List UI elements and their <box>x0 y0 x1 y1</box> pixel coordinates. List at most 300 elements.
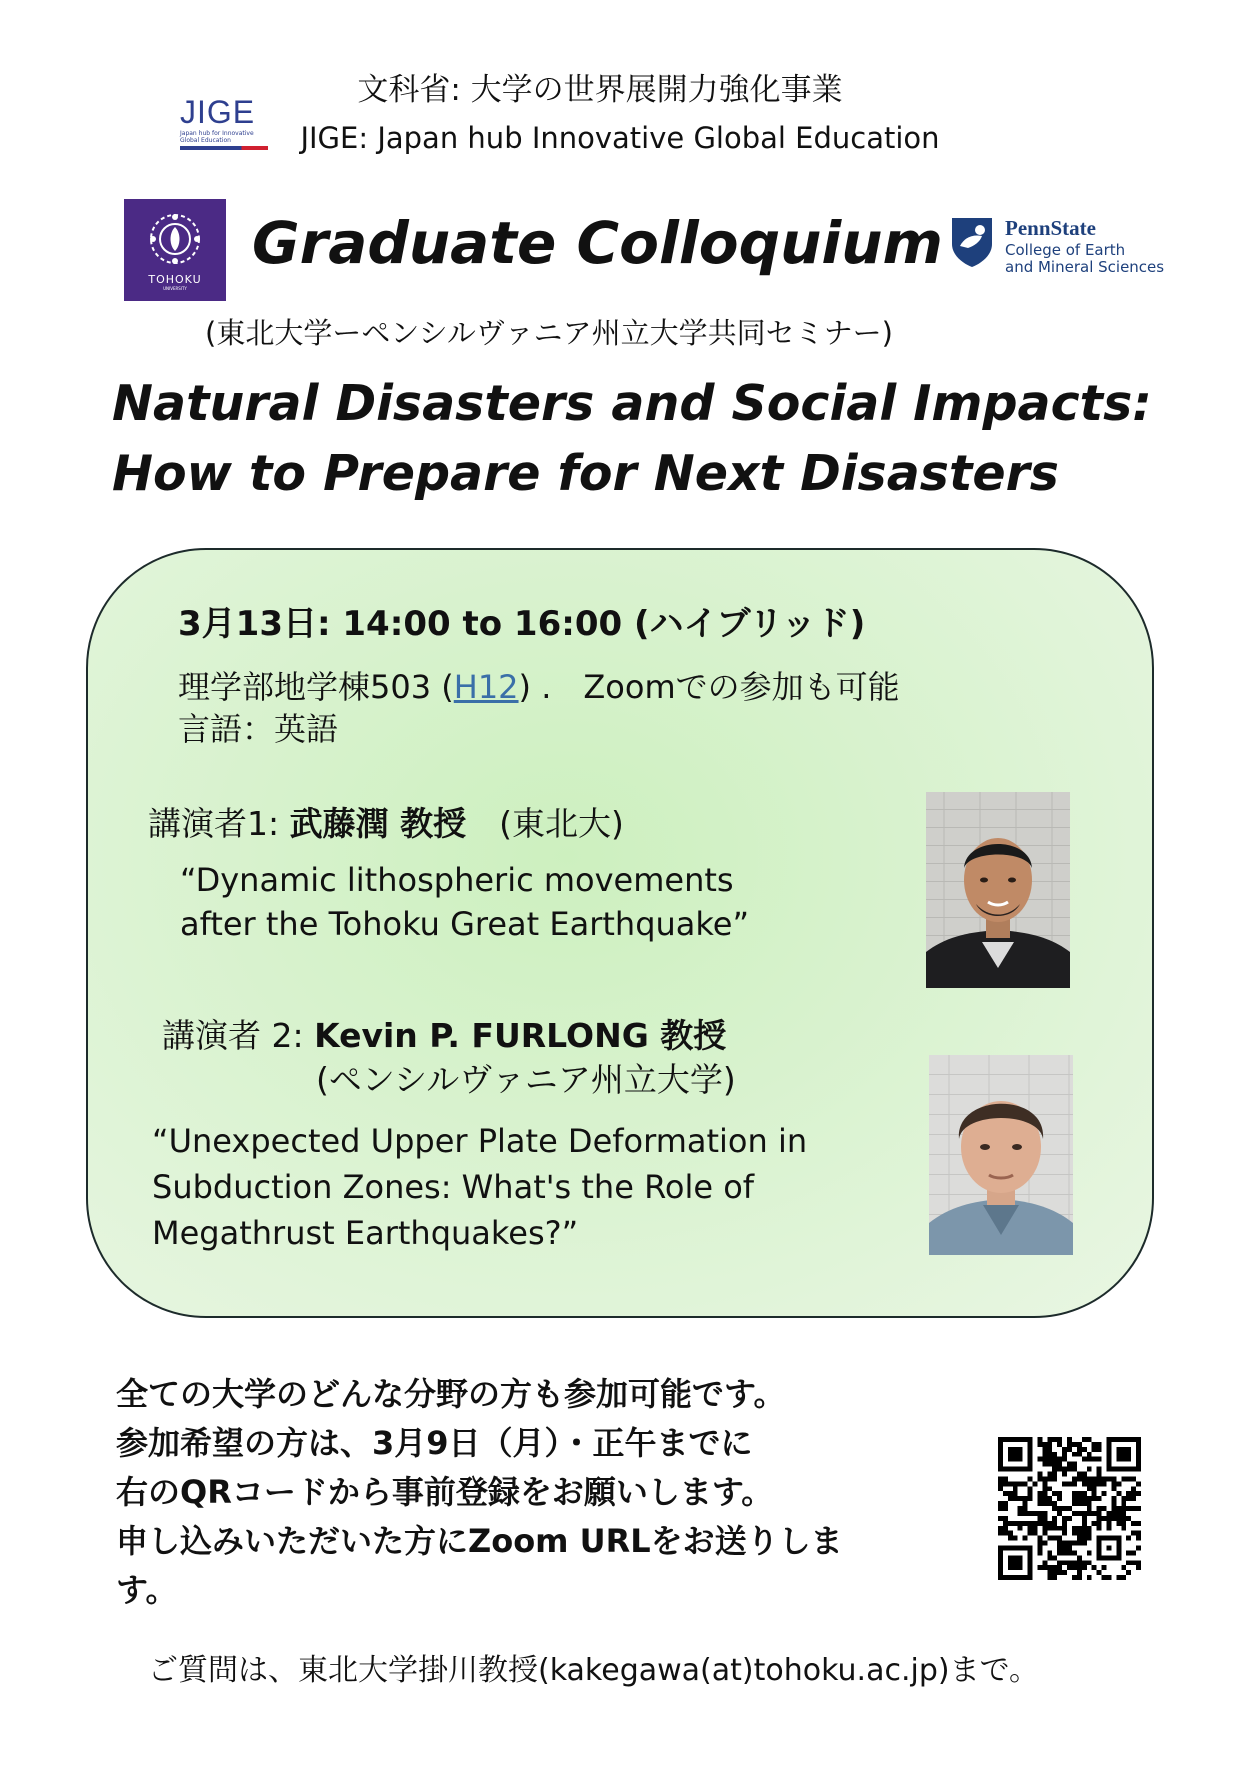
qr-module <box>1042 1447 1047 1452</box>
qr-module <box>1077 1555 1082 1560</box>
qr-module <box>1082 1481 1087 1486</box>
qr-module <box>1047 1442 1052 1447</box>
qr-module <box>1047 1536 1052 1541</box>
qr-module <box>1003 1526 1008 1531</box>
qr-module <box>1106 1521 1111 1526</box>
jige-logo-text: JIGE <box>180 94 256 130</box>
qr-module <box>1077 1491 1082 1496</box>
speaker1-photo <box>926 792 1070 988</box>
qr-module <box>1097 1526 1102 1531</box>
qr-module <box>1037 1511 1042 1516</box>
qr-module <box>1052 1457 1057 1462</box>
qr-module <box>1028 1476 1033 1481</box>
qr-module <box>1052 1506 1057 1511</box>
qr-module <box>1018 1506 1023 1511</box>
qr-module <box>1013 1496 1018 1501</box>
joint-seminar-subtitle: (東北大学ーペンシルヴァニア州立大学共同セミナー) <box>205 316 893 350</box>
jige-logo-subtext: Japan hub for Innovative Global Education <box>180 130 254 144</box>
qr-module <box>1023 1506 1028 1511</box>
qr-module <box>1102 1506 1107 1511</box>
qr-module <box>1003 1491 1008 1496</box>
qr-module <box>1062 1447 1067 1452</box>
qr-module <box>1037 1442 1042 1447</box>
qr-module <box>1131 1560 1136 1565</box>
qr-module <box>1042 1526 1047 1531</box>
qr-module <box>1047 1486 1052 1491</box>
qr-module <box>1121 1511 1126 1516</box>
speaker1-affiliation: (東北大) <box>466 804 624 843</box>
qr-module <box>1062 1550 1067 1555</box>
qr-module <box>1047 1472 1052 1477</box>
qr-module <box>1087 1467 1092 1472</box>
qr-module <box>1067 1442 1072 1447</box>
qr-module <box>1057 1496 1062 1501</box>
qr-module <box>1072 1541 1077 1546</box>
qr-module <box>1057 1541 1062 1546</box>
qr-module <box>1067 1550 1072 1555</box>
info-line-2: 参加希望の方は、3月9日（月）・正午までに <box>116 1424 753 1462</box>
qr-module <box>1047 1526 1052 1531</box>
qr-module <box>1047 1476 1052 1481</box>
jige-logo <box>180 96 272 156</box>
qr-module <box>1067 1437 1072 1442</box>
qr-module <box>1057 1467 1062 1472</box>
qr-module <box>1028 1526 1033 1531</box>
qr-module <box>1028 1531 1033 1536</box>
qr-module <box>1042 1541 1047 1546</box>
qr-module <box>1092 1481 1097 1486</box>
qr-module <box>1077 1541 1082 1546</box>
qr-module <box>1042 1531 1047 1536</box>
qr-module <box>1037 1437 1042 1442</box>
qr-module <box>1057 1526 1062 1531</box>
qr-module <box>1082 1491 1087 1496</box>
qr-module <box>1052 1565 1057 1570</box>
speaker2-affiliation: (ペンシルヴァニア州立大学) <box>316 1060 736 1099</box>
qr-module <box>1062 1452 1067 1457</box>
qr-module <box>1013 1521 1018 1526</box>
venue-suffix: ) . Zoomでの参加も可能 <box>518 668 900 706</box>
qr-module <box>1116 1481 1121 1486</box>
qr-module <box>1042 1560 1047 1565</box>
qr-module <box>998 1526 1003 1531</box>
qr-module <box>1003 1481 1008 1486</box>
speaker2-talk-line2: Subduction Zones: What's the Role of <box>152 1168 755 1206</box>
qr-module <box>1042 1491 1047 1496</box>
qr-module <box>1037 1472 1042 1477</box>
qr-module <box>1121 1501 1126 1506</box>
qr-module <box>1037 1521 1042 1526</box>
qr-module <box>1087 1452 1092 1457</box>
qr-module <box>1057 1491 1062 1496</box>
qr-module <box>1018 1481 1023 1486</box>
qr-module <box>1082 1472 1087 1477</box>
qr-module <box>1082 1501 1087 1506</box>
qr-module <box>1097 1481 1102 1486</box>
event-date: 3月13日: 14:00 to 16:00 (ハイブリッド) <box>178 604 866 644</box>
qr-module <box>1057 1560 1062 1565</box>
qr-module <box>1072 1575 1077 1580</box>
qr-module <box>1136 1560 1141 1565</box>
qr-module <box>1126 1491 1131 1496</box>
qr-module <box>1047 1457 1052 1462</box>
qr-module <box>1047 1550 1052 1555</box>
qr-module <box>998 1481 1003 1486</box>
qr-module <box>1057 1536 1062 1541</box>
qr-module <box>1052 1452 1057 1457</box>
qr-module <box>1102 1476 1107 1481</box>
qr-module <box>1111 1501 1116 1506</box>
jige-logo-bar <box>180 146 268 150</box>
qr-module <box>1062 1521 1067 1526</box>
qr-module <box>1008 1536 1013 1541</box>
speaker2-talk-line3: Megathrust Earthquakes?” <box>152 1214 579 1252</box>
qr-module <box>1136 1481 1141 1486</box>
qr-module <box>1003 1521 1008 1526</box>
qr-module <box>1106 1476 1111 1481</box>
qr-module <box>1092 1511 1097 1516</box>
qr-module <box>1087 1481 1092 1486</box>
pennstate-logo <box>950 214 1180 280</box>
qr-module <box>1067 1545 1072 1550</box>
qr-module <box>1052 1437 1057 1442</box>
qr-module <box>1082 1536 1087 1541</box>
qr-module <box>1062 1472 1067 1477</box>
qr-module <box>1102 1575 1107 1580</box>
qr-module <box>1052 1501 1057 1506</box>
qr-module <box>1072 1481 1077 1486</box>
qr-module <box>1136 1521 1141 1526</box>
qr-module <box>1111 1486 1116 1491</box>
qr-module <box>1077 1476 1082 1481</box>
qr-module <box>1018 1511 1023 1516</box>
qr-module <box>1121 1506 1126 1511</box>
qr-module <box>1121 1496 1126 1501</box>
qr-module <box>1082 1521 1087 1526</box>
qr-module <box>1097 1476 1102 1481</box>
qr-module <box>1087 1506 1092 1511</box>
qr-module <box>1003 1516 1008 1521</box>
pennstate-shield-icon <box>950 216 994 268</box>
qr-module <box>1092 1476 1097 1481</box>
qr-module <box>1087 1496 1092 1501</box>
qr-module <box>1052 1472 1057 1477</box>
qr-module <box>1057 1437 1062 1442</box>
qr-module <box>1052 1521 1057 1526</box>
qr-module <box>1062 1457 1067 1462</box>
pennstate-name: PennState <box>1005 216 1096 240</box>
qr-module <box>1042 1442 1047 1447</box>
qr-module <box>1037 1565 1042 1570</box>
qr-module <box>1057 1457 1062 1462</box>
qr-module <box>1042 1496 1047 1501</box>
qr-module <box>1082 1447 1087 1452</box>
tohoku-logo-sub: UNIVERSITY <box>163 286 187 291</box>
qr-module <box>1003 1506 1008 1511</box>
qr-module <box>1092 1565 1097 1570</box>
qr-module <box>1067 1560 1072 1565</box>
qr-module <box>1023 1496 1028 1501</box>
qr-module <box>1037 1516 1042 1521</box>
qr-module <box>1047 1570 1052 1575</box>
qr-module <box>1087 1536 1092 1541</box>
qr-module <box>1047 1447 1052 1452</box>
qr-module <box>1126 1550 1131 1555</box>
qr-module <box>1116 1516 1121 1521</box>
qr-module <box>1052 1575 1057 1580</box>
qr-module <box>1023 1501 1028 1506</box>
qr-module <box>1131 1506 1136 1511</box>
qr-module <box>1052 1516 1057 1521</box>
qr-module <box>1116 1491 1121 1496</box>
qr-module <box>1028 1486 1033 1491</box>
qr-module <box>1087 1511 1092 1516</box>
qr-module <box>1033 1511 1038 1516</box>
qr-module <box>1028 1521 1033 1526</box>
event-venue <box>178 662 900 708</box>
qr-module <box>1072 1467 1077 1472</box>
qr-module <box>1057 1506 1062 1511</box>
main-title-line-2: How to Prepare for Next Disasters <box>112 445 1059 502</box>
qr-module <box>1097 1511 1102 1516</box>
qr-module <box>1082 1476 1087 1481</box>
qr-module <box>1013 1536 1018 1541</box>
qr-module <box>1087 1476 1092 1481</box>
qr-module <box>1116 1511 1121 1516</box>
qr-module <box>1077 1536 1082 1541</box>
qr-module <box>1126 1570 1131 1575</box>
qr-module <box>1037 1550 1042 1555</box>
qr-module <box>1062 1516 1067 1521</box>
qr-module <box>1067 1506 1072 1511</box>
qr-module <box>1111 1516 1116 1521</box>
qr-module <box>1131 1491 1136 1496</box>
qr-module <box>1097 1570 1102 1575</box>
qr-module <box>1131 1531 1136 1536</box>
qr-module <box>1106 1511 1111 1516</box>
speaker1-talk-line2: after the Tohoku Great Earthquake” <box>180 905 750 943</box>
qr-module <box>1028 1511 1033 1516</box>
qr-module <box>1067 1447 1072 1452</box>
qr-module <box>1033 1526 1038 1531</box>
qr-module <box>1126 1496 1131 1501</box>
qr-module <box>1003 1531 1008 1536</box>
qr-module <box>1092 1521 1097 1526</box>
header-mext-line: 文科省: 大学の世界展開力強化事業 <box>357 72 843 108</box>
qr-module <box>1126 1560 1131 1565</box>
qr-module <box>1121 1575 1126 1580</box>
qr-module <box>1067 1541 1072 1546</box>
qr-module <box>1013 1491 1018 1496</box>
qr-module <box>1028 1491 1033 1496</box>
qr-module <box>1067 1516 1072 1521</box>
qr-module <box>998 1486 1003 1491</box>
qr-module <box>1018 1521 1023 1526</box>
qr-module <box>1087 1560 1092 1565</box>
registration-qr-code[interactable] <box>998 1437 1141 1580</box>
qr-module <box>1023 1481 1028 1486</box>
qr-module <box>1121 1516 1126 1521</box>
qr-module <box>1047 1565 1052 1570</box>
qr-module <box>1013 1481 1018 1486</box>
qr-module <box>1136 1491 1141 1496</box>
qr-module <box>1111 1511 1116 1516</box>
qr-module <box>1077 1531 1082 1536</box>
qr-module <box>1047 1462 1052 1467</box>
qr-module <box>1047 1452 1052 1457</box>
qr-module <box>1077 1511 1082 1516</box>
qr-module <box>1028 1496 1033 1501</box>
qr-module <box>1097 1516 1102 1521</box>
qr-module <box>1037 1545 1042 1550</box>
qr-module <box>1057 1565 1062 1570</box>
qr-module <box>1136 1531 1141 1536</box>
qr-module <box>1052 1476 1057 1481</box>
qr-module <box>1077 1501 1082 1506</box>
qr-module <box>1047 1501 1052 1506</box>
qr-module <box>1082 1496 1087 1501</box>
qr-module <box>1102 1516 1107 1521</box>
info-line-4: 申し込みいただいた方にZoom URLをお送りしま <box>116 1522 843 1560</box>
qr-module <box>1077 1442 1082 1447</box>
qr-module <box>1072 1501 1077 1506</box>
qr-module <box>1077 1565 1082 1570</box>
qr-module <box>1003 1476 1008 1481</box>
qr-module <box>1042 1516 1047 1521</box>
qr-module <box>1106 1575 1111 1580</box>
qr-module <box>1008 1481 1013 1486</box>
qr-module <box>1037 1476 1042 1481</box>
qr-module <box>1092 1496 1097 1501</box>
qr-module <box>1008 1521 1013 1526</box>
tohoku-logo-name: TOHOKU <box>148 273 202 286</box>
contact-info: ご質問は、東北大学掛川教授(kakegawa(at)tohoku.ac.jp)まで。 <box>148 1653 1039 1688</box>
qr-module <box>1033 1521 1038 1526</box>
qr-module <box>1136 1565 1141 1570</box>
qr-module <box>1082 1457 1087 1462</box>
speaker1-talk-title <box>180 858 749 946</box>
qr-module <box>1131 1476 1136 1481</box>
qr-module <box>1047 1575 1052 1580</box>
speaker2-name: Kevin P. FURLONG 教授 <box>314 1016 727 1055</box>
qr-module <box>1062 1570 1067 1575</box>
qr-module <box>998 1476 1003 1481</box>
qr-module <box>1037 1457 1042 1462</box>
qr-module <box>1047 1521 1052 1526</box>
qr-module <box>1077 1452 1082 1457</box>
qr-module <box>1062 1481 1067 1486</box>
qr-module <box>1097 1442 1102 1447</box>
qr-module <box>1116 1521 1121 1526</box>
qr-module <box>1126 1506 1131 1511</box>
qr-module <box>1072 1565 1077 1570</box>
qr-module <box>1087 1501 1092 1506</box>
qr-module <box>1047 1437 1052 1442</box>
qr-module <box>1131 1486 1136 1491</box>
qr-module <box>1111 1481 1116 1486</box>
qr-module <box>1082 1511 1087 1516</box>
qr-module <box>1121 1565 1126 1570</box>
qr-module <box>1097 1447 1102 1452</box>
qr-module <box>1008 1491 1013 1496</box>
venue-map-link[interactable]: H12 <box>453 668 519 706</box>
qr-module <box>1003 1501 1008 1506</box>
qr-module <box>1092 1491 1097 1496</box>
qr-module <box>1131 1521 1136 1526</box>
qr-module <box>1092 1457 1097 1462</box>
qr-module <box>1057 1462 1062 1467</box>
pennstate-college-line2: and Mineral Sciences <box>1005 258 1165 276</box>
qr-module <box>1052 1570 1057 1575</box>
qr-module <box>1072 1511 1077 1516</box>
qr-module <box>1072 1560 1077 1565</box>
qr-module <box>1106 1526 1111 1531</box>
qr-module <box>1082 1516 1087 1521</box>
qr-module <box>1062 1545 1067 1550</box>
qr-module <box>1072 1442 1077 1447</box>
qr-module <box>1052 1555 1057 1560</box>
qr-module <box>1037 1541 1042 1546</box>
qr-module <box>1131 1496 1136 1501</box>
speaker1-label: 講演者1: <box>148 804 290 843</box>
speaker2-talk-title <box>152 1118 807 1256</box>
qr-module <box>1062 1526 1067 1531</box>
qr-module <box>1077 1447 1082 1452</box>
qr-module <box>1097 1457 1102 1462</box>
qr-module <box>1102 1565 1107 1570</box>
qr-module <box>1037 1501 1042 1506</box>
speaker1-talk-line1: “Dynamic lithospheric movements <box>180 861 734 899</box>
qr-module <box>1111 1506 1116 1511</box>
speaker2-photo <box>929 1055 1073 1255</box>
qr-module <box>1126 1476 1131 1481</box>
qr-module <box>1062 1531 1067 1536</box>
qr-module <box>1062 1467 1067 1472</box>
speaker2-heading <box>162 1010 726 1057</box>
pennstate-college-line1: College of Earth <box>1005 241 1126 259</box>
qr-module <box>1013 1486 1018 1491</box>
qr-module <box>1111 1496 1116 1501</box>
event-language: 言語：英語 <box>178 710 339 748</box>
qr-module <box>1052 1526 1057 1531</box>
qr-module <box>1097 1472 1102 1477</box>
header-jige-line: JIGE: Japan hub Innovative Global Education <box>300 121 940 155</box>
qr-module <box>1072 1550 1077 1555</box>
qr-module <box>1136 1506 1141 1511</box>
qr-module <box>1097 1467 1102 1472</box>
qr-module <box>1042 1565 1047 1570</box>
qr-module <box>1136 1545 1141 1550</box>
qr-module <box>1072 1496 1077 1501</box>
qr-module <box>1052 1536 1057 1541</box>
qr-module <box>1082 1541 1087 1546</box>
qr-module <box>1008 1496 1013 1501</box>
qr-module <box>1111 1476 1116 1481</box>
qr-module <box>1102 1481 1107 1486</box>
qr-module <box>998 1506 1003 1511</box>
qr-module <box>1067 1462 1072 1467</box>
qr-module <box>1072 1452 1077 1457</box>
qr-module <box>1052 1467 1057 1472</box>
qr-module <box>1072 1462 1077 1467</box>
qr-module <box>1082 1531 1087 1536</box>
qr-module <box>1092 1447 1097 1452</box>
qr-module <box>1037 1496 1042 1501</box>
qr-module <box>1082 1565 1087 1570</box>
qr-module <box>1037 1491 1042 1496</box>
qr-module <box>1072 1491 1077 1496</box>
qr-module <box>1057 1545 1062 1550</box>
